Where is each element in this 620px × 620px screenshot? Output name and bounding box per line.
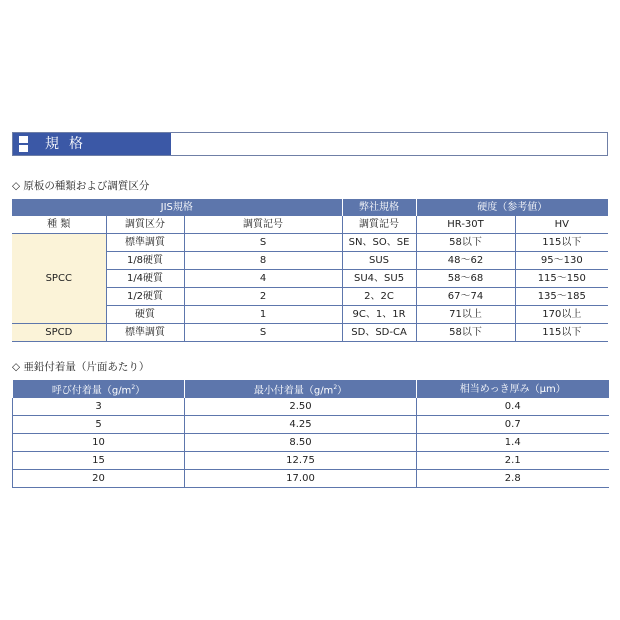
thickness-cell: 2.8 [417, 470, 609, 488]
table-row [13, 470, 609, 488]
temper-cell: 標準調質 [106, 324, 184, 342]
table-row [12, 234, 608, 252]
nominal-coating-header: 呼び付着量$(g/m^2)$ [13, 380, 185, 398]
temper-cell: 1/8硬質 [106, 252, 184, 270]
hr30t-header: HR-30T [416, 216, 515, 234]
minimum-cell: 4.25 [185, 416, 417, 434]
company-symbol-header: 調質記号 [342, 216, 416, 234]
thickness-cell: 0.7 [417, 416, 609, 434]
jis-standard-header: JIS規格 [12, 199, 342, 216]
company-cell: SN、SO、SE [342, 234, 416, 252]
nominal-cell: 20 [13, 470, 185, 488]
table-row [13, 398, 609, 416]
hr30t-cell: 71以上 [416, 306, 515, 324]
grade-cell: SPCD [12, 324, 106, 342]
grade-header: 種 類 [12, 216, 106, 234]
symbol-cell: S [184, 324, 342, 342]
nominal-cell: 10 [13, 434, 185, 452]
symbol-cell: 1 [184, 306, 342, 324]
hv-header: HV [515, 216, 608, 234]
zinc-coating-table [12, 380, 609, 488]
hv-cell: 170以上 [515, 306, 608, 324]
temper-cell: 硬質 [106, 306, 184, 324]
hr30t-cell: 67～74 [416, 288, 515, 306]
company-cell: 2、2C [342, 288, 416, 306]
section2-title: ◇ 亜鉛付着量（片面あたり） [12, 361, 150, 373]
temper-class-header: 調質区分 [106, 216, 184, 234]
symbol-cell: 4 [184, 270, 342, 288]
section1-title: ◇ 原板の種類および調質区分 [12, 180, 150, 192]
temper-table [12, 199, 608, 342]
page-title: 規格 [45, 136, 93, 152]
hv-cell: 115以下 [515, 234, 608, 252]
spec-header-bar [13, 133, 171, 155]
company-cell: SUS [342, 252, 416, 270]
symbol-cell: 2 [184, 288, 342, 306]
section-marker-icon [19, 136, 29, 152]
hr30t-cell: 58以下 [416, 234, 515, 252]
hardness-header: 硬度（参考値） [416, 199, 608, 216]
nominal-cell: 15 [13, 452, 185, 470]
nominal-cell: 5 [13, 416, 185, 434]
table-row [12, 324, 608, 342]
hv-cell: 135～185 [515, 288, 608, 306]
company-cell: SU4、SU5 [342, 270, 416, 288]
temper-cell: 標準調質 [106, 234, 184, 252]
thickness-cell: 2.1 [417, 452, 609, 470]
minimum-cell: 2.50 [185, 398, 417, 416]
company-cell: 9C、1、1R [342, 306, 416, 324]
company-cell: SD、SD-CA [342, 324, 416, 342]
symbol-cell: 8 [184, 252, 342, 270]
plating-thickness-header: 相当めっき厚み（μm） [417, 380, 609, 398]
table-row [13, 452, 609, 470]
hv-cell: 115～150 [515, 270, 608, 288]
hr30t-cell: 58～68 [416, 270, 515, 288]
thickness-cell: 1.4 [417, 434, 609, 452]
grade-cell: SPCC [12, 234, 106, 324]
temper-symbol-header: 調質記号 [184, 216, 342, 234]
nominal-cell: 3 [13, 398, 185, 416]
hv-cell: 115以下 [515, 324, 608, 342]
temper-cell: 1/4硬質 [106, 270, 184, 288]
table-row [13, 416, 609, 434]
hv-cell: 95～130 [515, 252, 608, 270]
minimum-cell: 8.50 [185, 434, 417, 452]
company-standard-header: 弊社規格 [342, 199, 416, 216]
spec-header [12, 132, 608, 156]
minimum-cell: 17.00 [185, 470, 417, 488]
thickness-cell: 0.4 [417, 398, 609, 416]
symbol-cell: S [184, 234, 342, 252]
table-row [13, 434, 609, 452]
hr30t-cell: 48～62 [416, 252, 515, 270]
temper-cell: 1/2硬質 [106, 288, 184, 306]
minimum-coating-header: 最小付着量$(g/m^2)$ [185, 380, 417, 398]
minimum-cell: 12.75 [185, 452, 417, 470]
hr30t-cell: 58以下 [416, 324, 515, 342]
